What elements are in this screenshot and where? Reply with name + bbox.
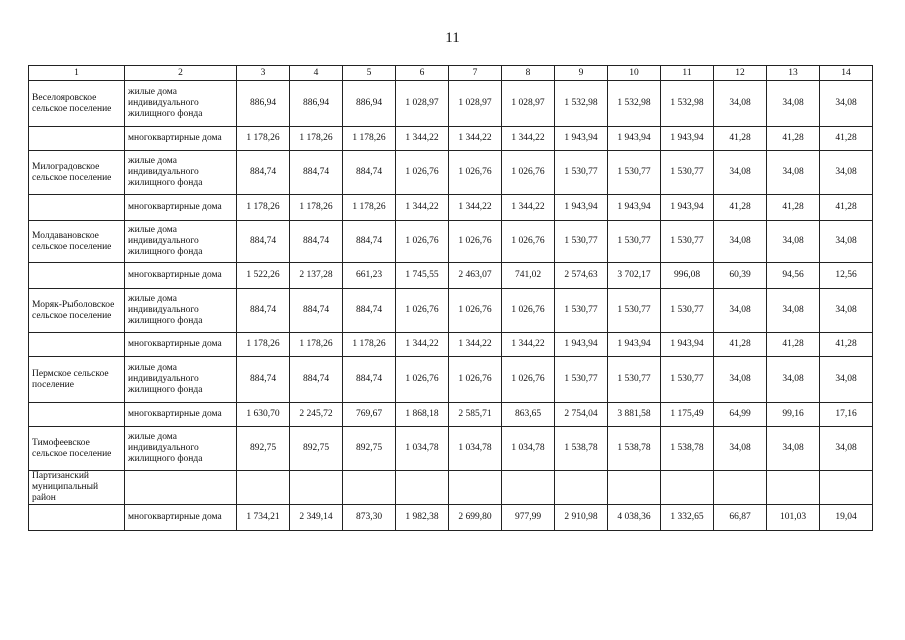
value-cell: 64,99 <box>714 403 767 427</box>
value-cell: 1 344,22 <box>449 195 502 221</box>
value-cell: 884,74 <box>290 221 343 263</box>
value-cell: 99,16 <box>767 403 820 427</box>
value-cell: 1 034,78 <box>396 427 449 471</box>
column-number: 5 <box>343 66 396 81</box>
value-cell: 2 574,63 <box>555 263 608 289</box>
value-cell: 3 702,17 <box>608 263 661 289</box>
value-cell: 661,23 <box>343 263 396 289</box>
table-row <box>29 333 873 357</box>
value-cell: 1 530,77 <box>555 221 608 263</box>
value-cell: 2 910,98 <box>555 505 608 531</box>
value-cell: 1 178,26 <box>343 333 396 357</box>
value-cell: 1 530,77 <box>555 151 608 195</box>
value-cell: 1 028,97 <box>502 81 555 127</box>
value-cell: 1 344,22 <box>502 127 555 151</box>
value-cell: 1 943,94 <box>608 195 661 221</box>
settlement-name: Тимофеевское сельское поселение <box>29 427 125 471</box>
value-cell: 884,74 <box>343 221 396 263</box>
table-row <box>29 81 873 127</box>
value-cell: 884,74 <box>290 151 343 195</box>
housing-type: многоквартирные дома <box>125 403 237 427</box>
column-number: 2 <box>125 66 237 81</box>
value-cell: 66,87 <box>714 505 767 531</box>
value-cell: 1 532,98 <box>661 81 714 127</box>
value-cell: 41,28 <box>820 333 873 357</box>
column-number: 7 <box>449 66 502 81</box>
value-cell: 34,08 <box>714 357 767 403</box>
value-cell: 1 034,78 <box>449 427 502 471</box>
value-cell: 34,08 <box>767 289 820 333</box>
column-number: 13 <box>767 66 820 81</box>
table-row <box>29 195 873 221</box>
value-cell: 1 630,70 <box>237 403 290 427</box>
column-number: 6 <box>396 66 449 81</box>
value-cell: 892,75 <box>237 427 290 471</box>
value-cell: 1 026,76 <box>449 151 502 195</box>
value-cell: 1 734,21 <box>237 505 290 531</box>
value-cell: 34,08 <box>767 221 820 263</box>
column-number: 4 <box>290 66 343 81</box>
value-cell: 94,56 <box>767 263 820 289</box>
value-cell: 34,08 <box>714 221 767 263</box>
value-cell: 1 028,97 <box>396 81 449 127</box>
value-cell: 34,08 <box>820 357 873 403</box>
value-cell <box>661 471 714 505</box>
settlement-name: Пермское сельское поселение <box>29 357 125 403</box>
value-cell: 41,28 <box>767 127 820 151</box>
table-row <box>29 127 873 151</box>
value-cell <box>767 471 820 505</box>
value-cell: 1 178,26 <box>290 195 343 221</box>
value-cell <box>343 471 396 505</box>
value-cell: 2 245,72 <box>290 403 343 427</box>
value-cell: 4 038,36 <box>608 505 661 531</box>
value-cell: 41,28 <box>820 195 873 221</box>
settlement-name <box>29 403 125 427</box>
table-row <box>29 357 873 403</box>
value-cell: 892,75 <box>343 427 396 471</box>
value-cell: 1 522,26 <box>237 263 290 289</box>
value-cell: 1 178,26 <box>290 127 343 151</box>
value-cell: 1 178,26 <box>343 127 396 151</box>
value-cell: 884,74 <box>343 151 396 195</box>
value-cell: 2 754,04 <box>555 403 608 427</box>
value-cell: 60,39 <box>714 263 767 289</box>
value-cell: 884,74 <box>237 357 290 403</box>
value-cell: 1 532,98 <box>608 81 661 127</box>
value-cell: 884,74 <box>237 289 290 333</box>
value-cell: 34,08 <box>714 289 767 333</box>
value-cell: 34,08 <box>714 81 767 127</box>
value-cell: 1 538,78 <box>555 427 608 471</box>
value-cell: 1 868,18 <box>396 403 449 427</box>
value-cell: 1 344,22 <box>502 195 555 221</box>
value-cell: 977,99 <box>502 505 555 531</box>
value-cell: 1 344,22 <box>396 127 449 151</box>
value-cell: 769,67 <box>343 403 396 427</box>
value-cell: 1 530,77 <box>661 151 714 195</box>
table-row <box>29 289 873 333</box>
value-cell: 1 745,55 <box>396 263 449 289</box>
value-cell: 101,03 <box>767 505 820 531</box>
value-cell <box>608 471 661 505</box>
value-cell <box>237 471 290 505</box>
value-cell: 1 982,38 <box>396 505 449 531</box>
value-cell: 1 344,22 <box>396 195 449 221</box>
value-cell: 1 530,77 <box>608 357 661 403</box>
value-cell: 1 530,77 <box>608 289 661 333</box>
settlement-name <box>29 263 125 289</box>
value-cell: 1 530,77 <box>608 151 661 195</box>
value-cell: 41,28 <box>714 127 767 151</box>
value-cell: 12,56 <box>820 263 873 289</box>
value-cell: 1 530,77 <box>661 357 714 403</box>
housing-type: многоквартирные дома <box>125 263 237 289</box>
settlement-name: Моряк-Рыболовское сельское поселение <box>29 289 125 333</box>
value-cell <box>820 471 873 505</box>
value-cell: 41,28 <box>767 333 820 357</box>
value-cell: 1 532,98 <box>555 81 608 127</box>
value-cell: 2 463,07 <box>449 263 502 289</box>
value-cell: 1 530,77 <box>661 221 714 263</box>
value-cell: 886,94 <box>343 81 396 127</box>
value-cell: 19,04 <box>820 505 873 531</box>
value-cell: 1 530,77 <box>661 289 714 333</box>
value-cell: 34,08 <box>714 151 767 195</box>
value-cell: 3 881,58 <box>608 403 661 427</box>
value-cell: 34,08 <box>767 357 820 403</box>
table-row <box>29 151 873 195</box>
value-cell: 1 026,76 <box>502 221 555 263</box>
value-cell: 1 026,76 <box>502 151 555 195</box>
value-cell: 34,08 <box>820 221 873 263</box>
settlement-name: Веселояровское сельское поселение <box>29 81 125 127</box>
tariff-table <box>28 65 873 531</box>
table-row <box>29 403 873 427</box>
value-cell: 1 178,26 <box>237 333 290 357</box>
settlement-name <box>29 333 125 357</box>
value-cell: 34,08 <box>767 81 820 127</box>
value-cell: 34,08 <box>820 81 873 127</box>
header-row <box>29 66 873 81</box>
housing-type: многоквартирные дома <box>125 127 237 151</box>
value-cell: 1 943,94 <box>555 333 608 357</box>
value-cell: 996,08 <box>661 263 714 289</box>
value-cell: 884,74 <box>290 357 343 403</box>
value-cell: 1 175,49 <box>661 403 714 427</box>
value-cell: 1 178,26 <box>290 333 343 357</box>
value-cell: 884,74 <box>290 289 343 333</box>
value-cell: 34,08 <box>767 427 820 471</box>
value-cell: 892,75 <box>290 427 343 471</box>
value-cell: 34,08 <box>767 151 820 195</box>
value-cell: 1 026,76 <box>449 289 502 333</box>
table-row <box>29 221 873 263</box>
value-cell: 884,74 <box>343 357 396 403</box>
housing-type: жилые дома индивидуального жилищного фонда <box>125 427 237 471</box>
housing-type: многоквартирные дома <box>125 505 237 531</box>
housing-type: жилые дома индивидуального жилищного фонда <box>125 221 237 263</box>
value-cell <box>449 471 502 505</box>
housing-type: жилые дома индивидуального жилищного фонда <box>125 357 237 403</box>
value-cell: 863,65 <box>502 403 555 427</box>
housing-type: жилые дома индивидуального жилищного фонда <box>125 289 237 333</box>
column-number: 11 <box>661 66 714 81</box>
value-cell <box>555 471 608 505</box>
value-cell: 41,28 <box>820 127 873 151</box>
housing-type: жилые дома индивидуального жилищного фонда <box>125 81 237 127</box>
column-number: 1 <box>29 66 125 81</box>
value-cell: 2 585,71 <box>449 403 502 427</box>
value-cell: 873,30 <box>343 505 396 531</box>
column-number: 10 <box>608 66 661 81</box>
table-row <box>29 427 873 471</box>
value-cell: 1 344,22 <box>502 333 555 357</box>
value-cell: 1 530,77 <box>555 289 608 333</box>
value-cell: 1 178,26 <box>237 127 290 151</box>
table-row <box>29 263 873 289</box>
value-cell <box>290 471 343 505</box>
value-cell: 1 344,22 <box>449 127 502 151</box>
value-cell: 1 178,26 <box>237 195 290 221</box>
settlement-name: Партизанский муниципальный район <box>29 471 125 505</box>
column-number: 9 <box>555 66 608 81</box>
value-cell: 1 943,94 <box>608 333 661 357</box>
value-cell: 1 026,76 <box>502 289 555 333</box>
settlement-name <box>29 195 125 221</box>
value-cell: 1 943,94 <box>555 127 608 151</box>
settlement-name: Милоградовское сельское поселение <box>29 151 125 195</box>
value-cell: 34,08 <box>820 289 873 333</box>
value-cell: 884,74 <box>237 151 290 195</box>
housing-type: жилые дома индивидуального жилищного фонда <box>125 151 237 195</box>
value-cell: 2 349,14 <box>290 505 343 531</box>
column-number: 14 <box>820 66 873 81</box>
value-cell: 2 137,28 <box>290 263 343 289</box>
value-cell: 884,74 <box>237 221 290 263</box>
value-cell: 1 026,76 <box>396 357 449 403</box>
value-cell: 1 026,76 <box>502 357 555 403</box>
column-number: 8 <box>502 66 555 81</box>
value-cell: 41,28 <box>714 195 767 221</box>
value-cell: 1 034,78 <box>502 427 555 471</box>
settlement-name <box>29 505 125 531</box>
value-cell: 1 026,76 <box>396 151 449 195</box>
value-cell: 1 943,94 <box>608 127 661 151</box>
value-cell: 1 026,76 <box>396 289 449 333</box>
value-cell: 34,08 <box>714 427 767 471</box>
value-cell: 1 344,22 <box>396 333 449 357</box>
housing-type <box>125 471 237 505</box>
value-cell: 1 530,77 <box>555 357 608 403</box>
value-cell: 34,08 <box>820 427 873 471</box>
value-cell: 884,74 <box>343 289 396 333</box>
settlement-name <box>29 127 125 151</box>
column-number: 12 <box>714 66 767 81</box>
housing-type: многоквартирные дома <box>125 333 237 357</box>
table-row <box>29 505 873 531</box>
value-cell: 2 699,80 <box>449 505 502 531</box>
value-cell: 1 943,94 <box>661 333 714 357</box>
value-cell: 1 943,94 <box>555 195 608 221</box>
value-cell: 1 344,22 <box>449 333 502 357</box>
value-cell <box>502 471 555 505</box>
value-cell <box>396 471 449 505</box>
value-cell: 741,02 <box>502 263 555 289</box>
value-cell: 1 332,65 <box>661 505 714 531</box>
value-cell: 1 538,78 <box>608 427 661 471</box>
value-cell: 1 943,94 <box>661 195 714 221</box>
value-cell: 1 026,76 <box>449 357 502 403</box>
value-cell: 34,08 <box>820 151 873 195</box>
settlement-name: Молдавановское сельское поселение <box>29 221 125 263</box>
value-cell: 1 026,76 <box>396 221 449 263</box>
housing-type: многоквартирные дома <box>125 195 237 221</box>
page-number: 11 <box>445 30 460 46</box>
value-cell: 886,94 <box>290 81 343 127</box>
value-cell: 886,94 <box>237 81 290 127</box>
table-row <box>29 471 873 505</box>
value-cell: 1 538,78 <box>661 427 714 471</box>
column-number: 3 <box>237 66 290 81</box>
value-cell: 1 028,97 <box>449 81 502 127</box>
value-cell: 1 026,76 <box>449 221 502 263</box>
value-cell: 1 178,26 <box>343 195 396 221</box>
value-cell: 1 530,77 <box>608 221 661 263</box>
value-cell: 1 943,94 <box>661 127 714 151</box>
value-cell: 41,28 <box>767 195 820 221</box>
value-cell: 17,16 <box>820 403 873 427</box>
value-cell: 41,28 <box>714 333 767 357</box>
value-cell <box>714 471 767 505</box>
